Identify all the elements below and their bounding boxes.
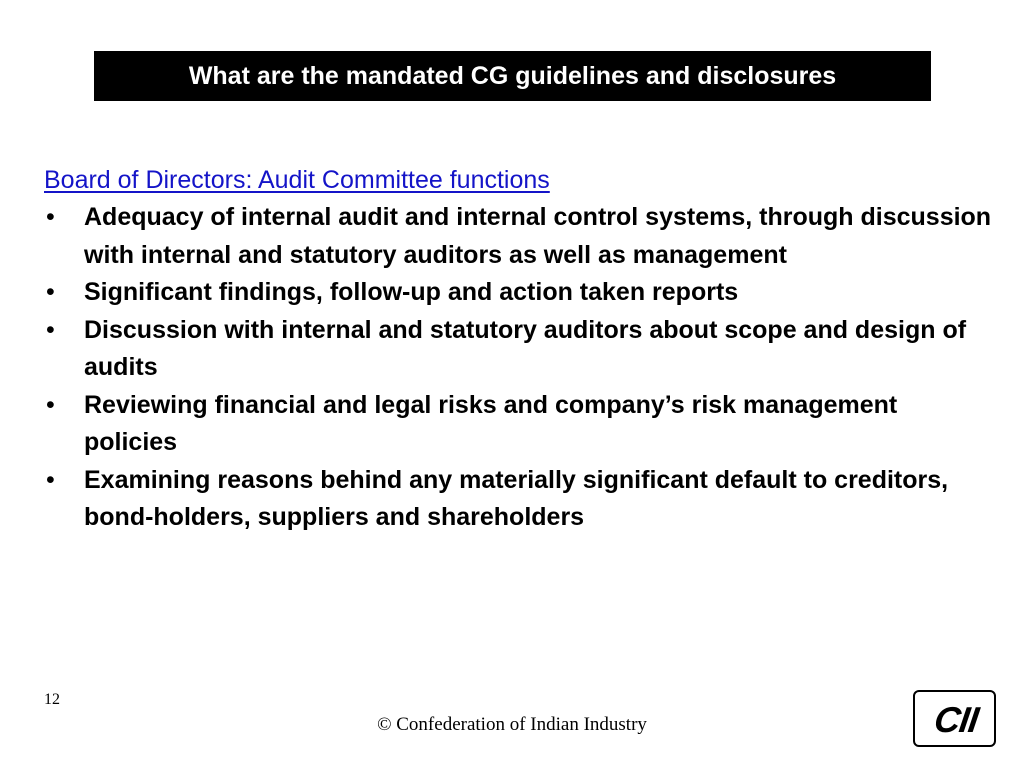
section-heading: Board of Directors: Audit Committee functions — [44, 166, 550, 194]
slide-content — [44, 161, 994, 537]
bullet-item — [44, 199, 994, 274]
bullet-item — [44, 462, 994, 537]
cii-logo — [913, 690, 996, 747]
bullet-icon: • — [46, 390, 55, 419]
slide-title: What are the mandated CG guidelines and disclosures — [94, 51, 931, 101]
bullet-icon: • — [46, 465, 55, 494]
bullet-list — [44, 199, 994, 537]
bullet-item — [44, 312, 994, 387]
bullet-text: Reviewing financial and legal risks and company’s risk management policies — [84, 390, 898, 456]
bullet-text: Adequacy of internal audit and internal control systems, through discussion with internal and statutory auditors as well as management — [84, 203, 992, 269]
bullet-icon: • — [46, 203, 55, 231]
page-number: 12 — [44, 691, 60, 708]
bullet-text: Significant findings, follow-up and action taken reports — [84, 278, 739, 306]
bullet-text: Examining reasons behind any materially significant default to creditors, bond-holders, suppliers and shareholders — [84, 465, 949, 531]
footer-copyright: © Confederation of Indian Industry — [377, 714, 647, 735]
bullet-icon: • — [46, 315, 55, 344]
bullet-item — [44, 387, 994, 462]
bullet-icon: • — [46, 278, 55, 306]
cii-logo-icon — [915, 692, 994, 745]
bullet-text: Discussion with internal and statutory auditors about scope and design of audits — [84, 315, 967, 381]
cii-logo-text: CII — [931, 699, 981, 740]
bullet-item — [44, 274, 994, 312]
